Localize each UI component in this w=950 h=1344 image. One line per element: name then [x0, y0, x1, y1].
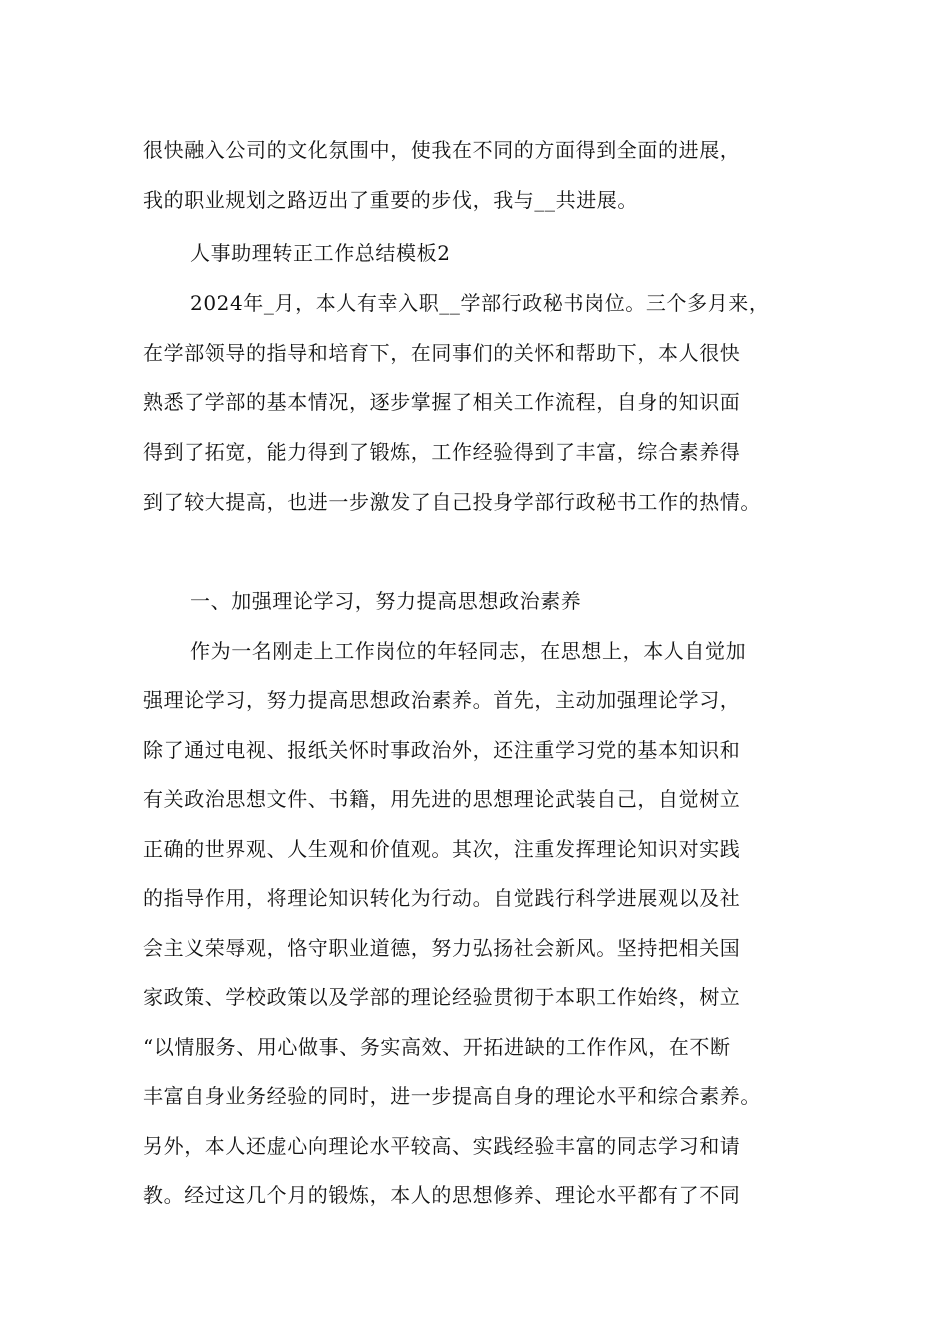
text-line: 教。经过这几个月的锻炼，本人的思想修养、理论水平都有了不同 — [143, 1183, 741, 1207]
text-line: “以情服务、用心做事、务实高效、开拓进缺的工作作风，在不断 — [143, 1035, 731, 1059]
text-line: 有关政治思想文件、书籍，用先进的思想理论武装自己，自觉树立 — [143, 787, 741, 811]
text-line: 的指导作用，将理论知识转化为行动。自觉践行科学进展观以及社 — [143, 886, 741, 910]
text-line: 2024年_月，本人有幸入职__学部行政秘书岗位。三个多月来， — [190, 291, 770, 315]
text-line: 作为一名刚走上工作岗位的年轻同志，在思想上，本人自觉加 — [190, 639, 747, 663]
text-line: 家政策、学校政策以及学部的理论经验贯彻于本职工作始终，树立 — [143, 985, 741, 1009]
text-line: 另外，本人还虚心向理论水平较高、实践经验丰富的同志学习和请 — [143, 1134, 741, 1158]
text-line: 除了通过电视、报纸关怀时事政治外，还注重学习党的基本知识和 — [143, 738, 741, 762]
text-line: 强理论学习，努力提高思想政治素养。首先，主动加强理论学习， — [143, 688, 741, 712]
text-line: 在学部领导的指导和培育下，在同事们的关怀和帮助下，本人很快 — [143, 341, 741, 365]
text-line: 丰富自身业务经验的同时，进一步提高自身的理论水平和综合素养。 — [143, 1084, 761, 1108]
section-heading: 人事助理转正工作总结模板2 — [190, 241, 451, 265]
text-line: 正确的世界观、人生观和价值观。其次，注重发挥理论知识对实践 — [143, 837, 741, 861]
text-line: 很快融入公司的文化氛围中，使我在不同的方面得到全面的进展， — [143, 138, 741, 162]
text-line: 会主义荣辱观，恪守职业道德，努力弘扬社会新风。坚持把相关国 — [143, 936, 741, 960]
section-heading: 一、加强理论学习，努力提高思想政治素养 — [190, 589, 582, 613]
text-line: 熟悉了学部的基本情况，逐步掌握了相关工作流程，自身的知识面 — [143, 390, 741, 414]
text-line: 得到了拓宽，能力得到了锻炼，工作经验得到了丰富，综合素养得 — [143, 440, 741, 464]
text-line: 我的职业规划之路迈出了重要的步伐，我与__共进展。 — [143, 188, 638, 212]
text-line: 到了较大提高，也进一步激发了自己投身学部行政秘书工作的热情。 — [143, 490, 761, 514]
